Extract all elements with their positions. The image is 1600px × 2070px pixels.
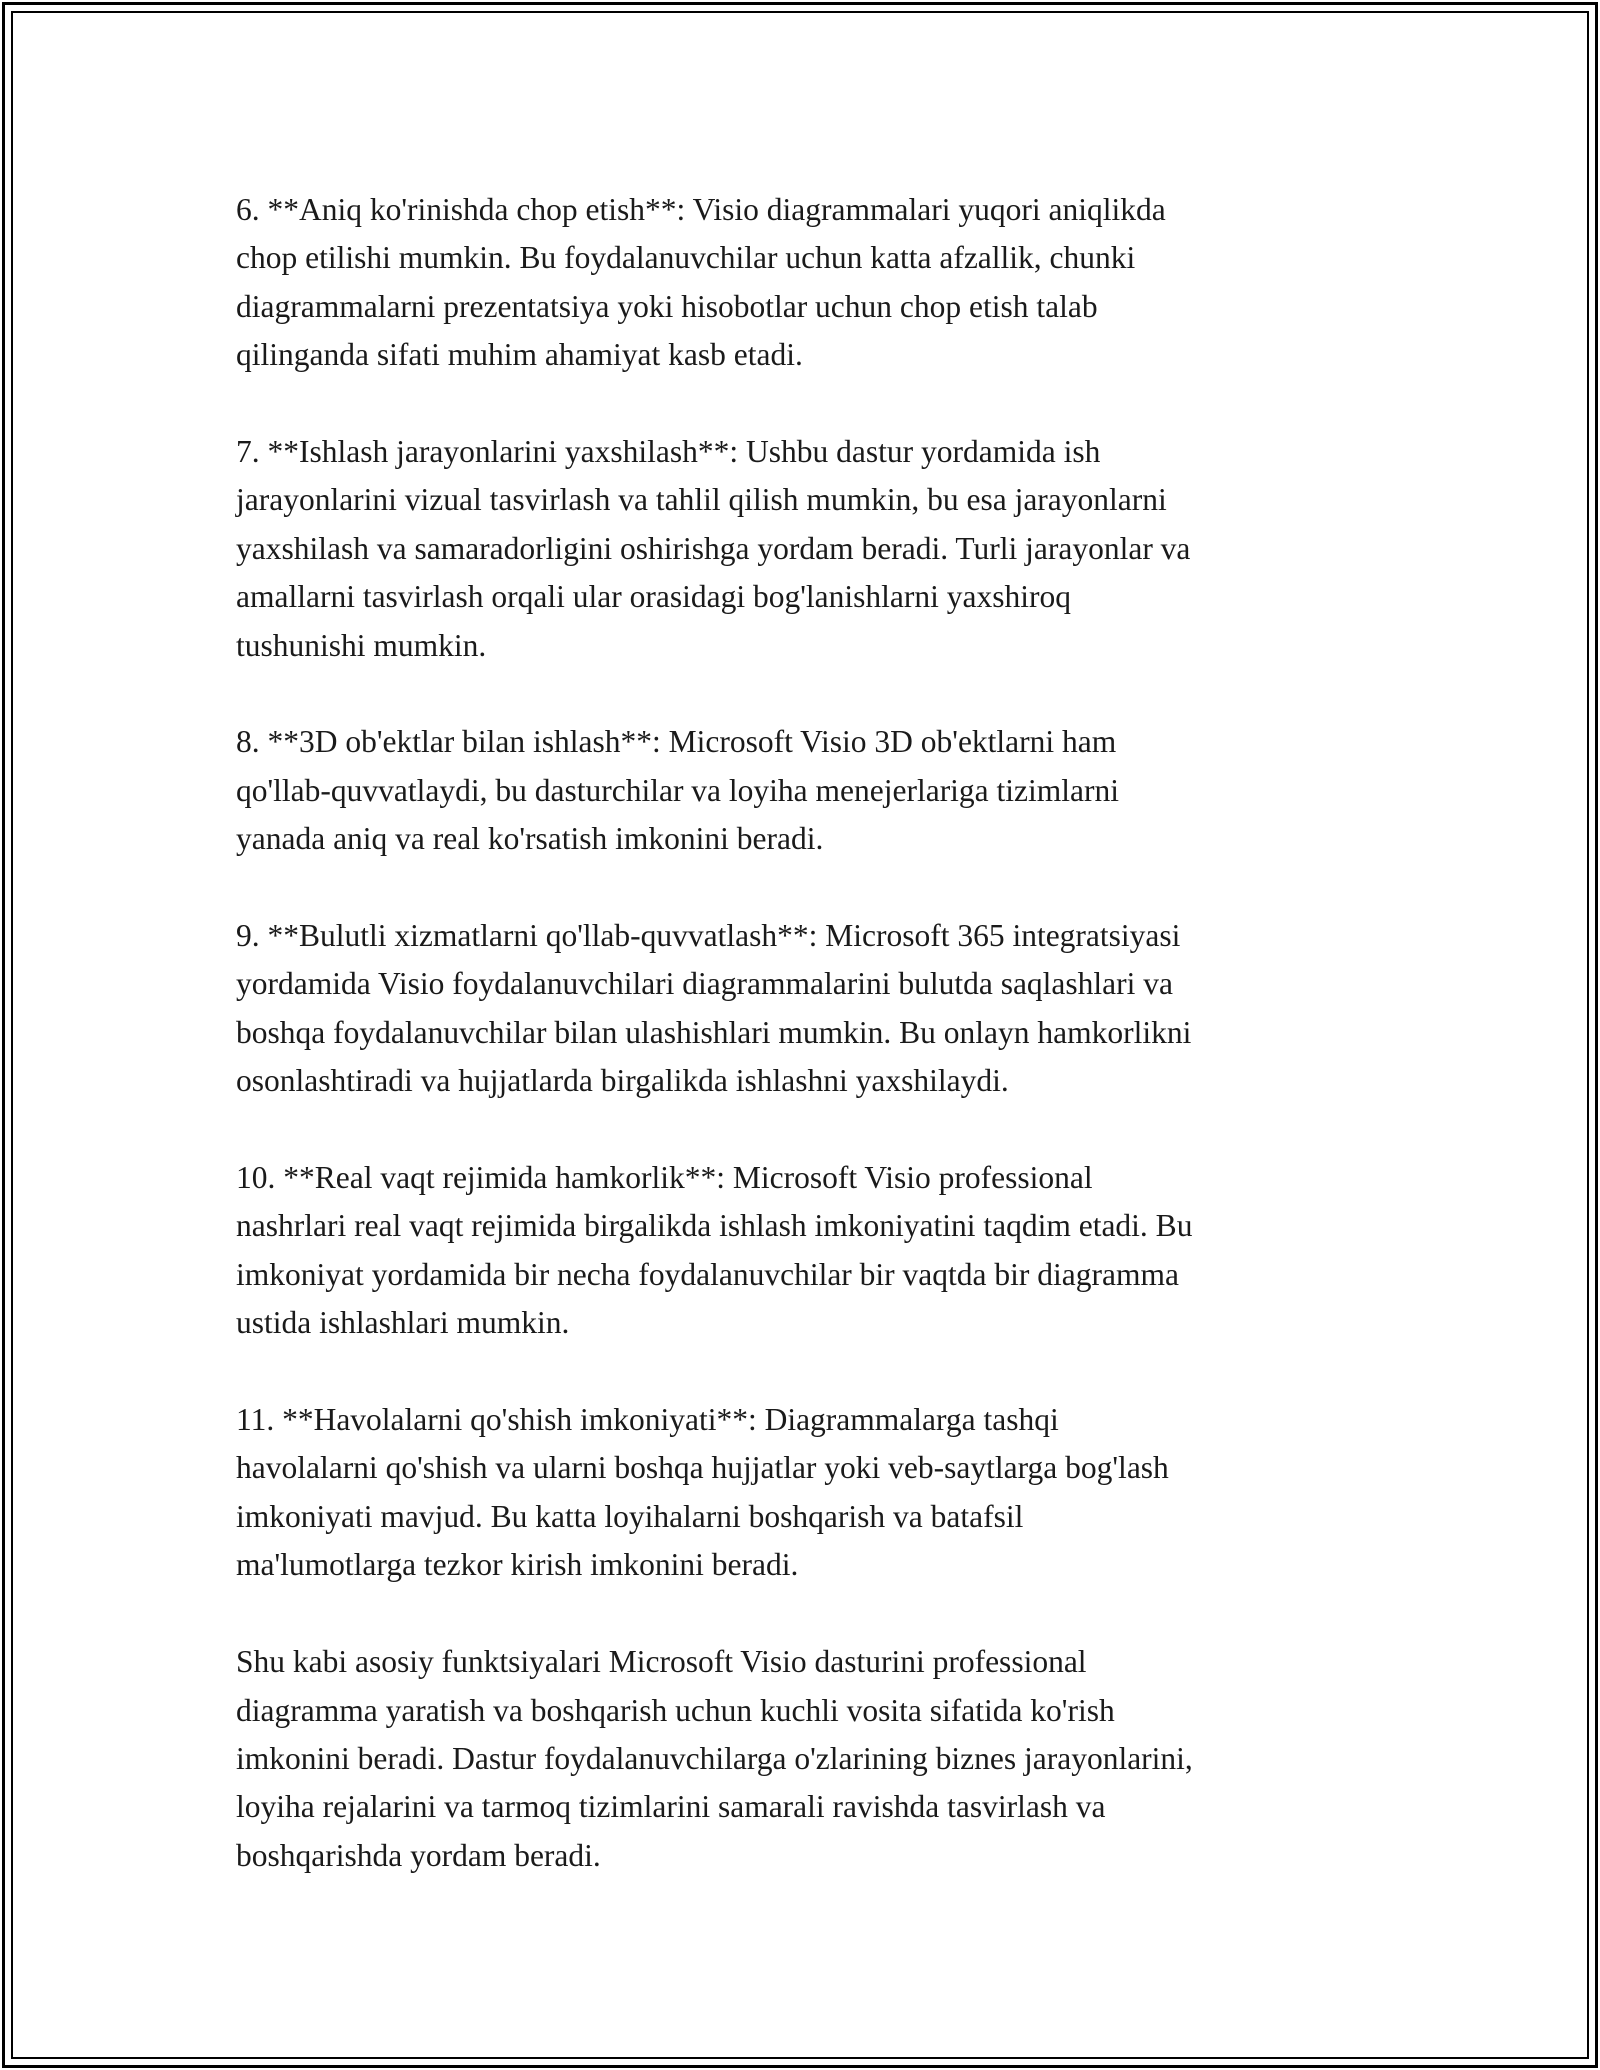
text-line: 10. **Real vaqt rejimida hamkorlik**: Microsoft Visio professional (236, 1160, 1093, 1196)
paragraph-item-7 (236, 428, 1366, 670)
text-line: 6. **Aniq ko'rinishda chop etish**: Visio diagrammalari yuqori aniqlikda (236, 192, 1166, 227)
text-line: ma'lumotlarga tezkor kirish imkonini beradi. (236, 1547, 799, 1583)
text-line: 9. **Bulutli xizmatlarni qo'llab-quvvatlash**: Microsoft 365 integratsiyasi (236, 918, 1181, 954)
text-line: imkoniyat yordamida bir necha foydalanuvchilar bir vaqtda bir diagramma (236, 1256, 1179, 1292)
text-line: 11. **Havolalarni qo'shish imkoniyati**: Diagrammalarga tashqi (236, 1402, 1059, 1438)
text-line: yordamida Visio foydalanuvchilari diagrammalarini bulutda saqlashlari va (236, 966, 1174, 1002)
paragraph-conclusion (236, 1638, 1366, 1880)
text-line: havolalarni qo'shish va ularni boshqa hujjatlar yoki veb-saytlarga bog'lash (236, 1450, 1169, 1486)
paragraph-item-8 (236, 718, 1366, 863)
paragraph-item-9 (236, 912, 1366, 1106)
paragraph-item-10 (236, 1154, 1366, 1348)
text-line: diagramma yaratish va boshqarish uchun kuchli vosita sifatida ko'rish (236, 1692, 1115, 1728)
text-line: loyiha rejalarini va tarmoq tizimlarini samarali ravishda tasvirlash va (236, 1789, 1106, 1825)
text-line: osonlashtiradi va hujjatlarda birgalikda ishlashni yaxshilaydi. (236, 1063, 1009, 1099)
text-line: qo'llab-quvvatlaydi, bu dasturchilar va loyiha menejerlariga tizimlarni (236, 772, 1119, 808)
text-line: Shu kabi asosiy funktsiyalari Microsoft Visio dasturini professional (236, 1644, 1087, 1680)
document-body (236, 186, 1366, 1929)
paragraph-item-11 (236, 1396, 1366, 1590)
text-line: qilinganda sifati muhim ahamiyat kasb etadi. (236, 337, 803, 373)
text-line: diagrammalarni prezentatsiya yoki hisobotlar uchun chop etish talab (236, 288, 1098, 324)
text-line: imkoniyati mavjud. Bu katta loyihalarni boshqarish va batafsil (236, 1498, 1024, 1534)
text-line: boshqarishda yordam beradi. (236, 1837, 601, 1873)
text-line: nashrlari real vaqt rejimida birgalikda ishlash imkoniyatini taqdim etadi. Bu (236, 1208, 1193, 1244)
text-line: chop etilishi mumkin. Bu foydalanuvchilar uchun katta afzallik, chunki (236, 240, 1136, 276)
text-line: tushunishi mumkin. (236, 627, 487, 663)
paragraph-item-6 (236, 186, 1366, 380)
text-line: imkonini beradi. Dastur foydalanuvchilarga o'zlarining biznes jarayonlarini, (236, 1740, 1193, 1776)
text-line: boshqa foydalanuvchilar bilan ulashishlari mumkin. Bu onlayn hamkorlikni (236, 1014, 1192, 1050)
text-line: yanada aniq va real ko'rsatish imkonini beradi. (236, 821, 824, 857)
text-line: jarayonlarini vizual tasvirlash va tahlil qilish mumkin, bu esa jarayonlarni (236, 482, 1167, 518)
text-line: 7. **Ishlash jarayonlarini yaxshilash**: Ushbu dastur yordamida ish (236, 434, 1101, 470)
text-line: ustida ishlashlari mumkin. (236, 1305, 570, 1341)
text-line: yaxshilash va samaradorligini oshirishga yordam beradi. Turli jarayonlar va (236, 530, 1191, 566)
text-line: amallarni tasvirlash orqali ular orasidagi bog'lanishlarni yaxshiroq (236, 579, 1071, 615)
text-line: 8. **3D ob'ektlar bilan ishlash**: Microsoft Visio 3D ob'ektlarni ham (236, 724, 1117, 760)
